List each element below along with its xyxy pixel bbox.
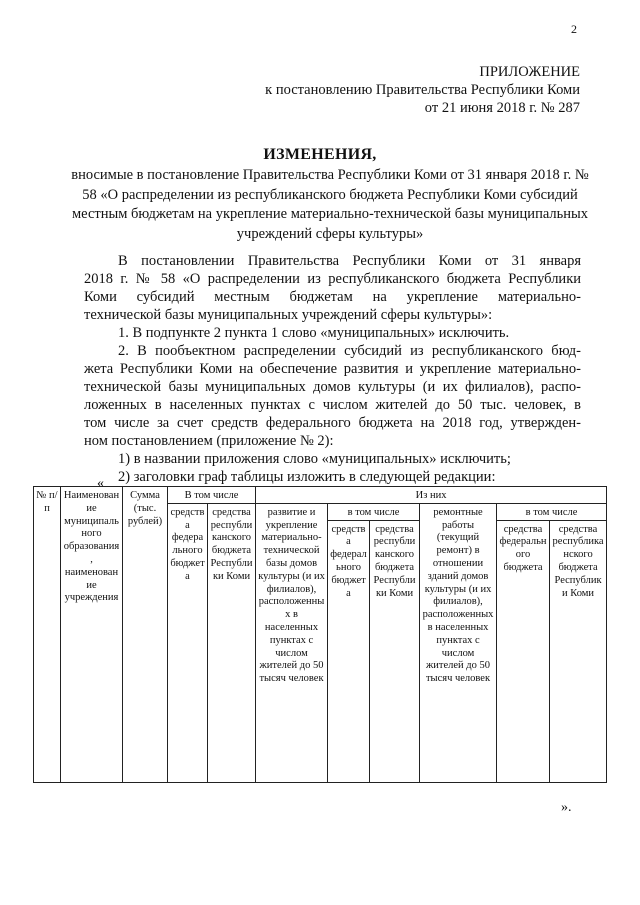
header-repair-including: в том числе bbox=[497, 503, 607, 520]
header-repair: ремонтные работы (текущий ремонт) в отношении зданий домов культуры (и их филиалов), расположенных в населенных пунктах с числом жителей до 50 тысяч человек bbox=[420, 503, 497, 782]
item-2-line: том числе за счет средств федерального бюджета на 2018 год, утвержден- bbox=[84, 415, 581, 431]
header-of-them: Из них bbox=[256, 487, 607, 504]
opening-quote: « bbox=[97, 476, 104, 491]
document-subtitle: вносимые в постановление Правительства Республики Коми от 31 января 2018 г. № 58 «О распределении из республиканского бюджета Республики Коми субсидий местным бюджетам на укрепление материально-технической базы муниципальных учреждений сферы культуры» bbox=[71, 167, 589, 242]
header-republic: средства республиканского бюджета Республики Коми bbox=[208, 503, 256, 782]
sub-item-1: 1) в названии приложения слово «муниципальных» исключить; bbox=[118, 451, 511, 467]
item-2-line: 2. В пообъектном распределении субсидий из республиканского бюд- bbox=[118, 343, 581, 359]
page-number: 2 bbox=[571, 22, 577, 36]
item-2-line: технической базы муниципальных домов культуры (и их филиалов), распо- bbox=[84, 379, 581, 395]
paragraph-1-line: Коми субсидий местным бюджетам на укрепление материально- bbox=[84, 289, 581, 305]
header-federal: средства федерального бюджета bbox=[168, 503, 208, 782]
header-name: Наименование муниципального образования, наименование учреждения bbox=[61, 487, 123, 783]
closing-quote: ». bbox=[561, 800, 572, 815]
header-sum: Сумма (тыс. рублей) bbox=[123, 487, 168, 783]
header-development: развитие и укрепление материально-технической базы домов культуры (и их филиалов), расположенных в населенных пунктах с числом жителей до 50 тысяч человек bbox=[256, 503, 328, 782]
appendix-line-2: от 21 июня 2018 г. № 287 bbox=[424, 100, 580, 116]
header-development-republic: средства республиканского бюджета Республики Коми bbox=[370, 520, 420, 782]
appendix-title: ПРИЛОЖЕНИЕ bbox=[479, 64, 580, 80]
paragraph-1-line: 2018 г. № 58 «О распределении из республиканского бюджета Республики bbox=[84, 271, 581, 287]
item-2-line: ложенных в населенных пунктах с числом жителей до 50 тыс. человек, в bbox=[84, 397, 581, 413]
item-2-line: жета Республики Коми на обеспечение развития и укрепление материально- bbox=[84, 361, 581, 377]
item-2-line: ном постановлением (приложение № 2): bbox=[84, 433, 334, 449]
paragraph-1-line: технической базы муниципальных учреждений сферы культуры»: bbox=[84, 307, 493, 323]
header-including: В том числе bbox=[168, 487, 256, 504]
header-repair-federal: средства федерального бюджета bbox=[497, 520, 550, 782]
header-development-including: в том числе bbox=[328, 503, 420, 520]
appendix-line-1: к постановлению Правительства Республики Коми bbox=[265, 82, 580, 98]
header-number: № п/п bbox=[34, 487, 61, 783]
table-headers bbox=[33, 486, 607, 783]
paragraph-1-line: В постановлении Правительства Республики Коми от 31 января bbox=[118, 253, 581, 269]
item-1: 1. В подпункте 2 пункта 1 слово «муниципальных» исключить. bbox=[118, 325, 510, 341]
header-repair-republic: средства республиканского бюджета Республики Коми bbox=[550, 520, 607, 782]
document-title: ИЗМЕНЕНИЯ, bbox=[263, 146, 377, 163]
sub-item-2: 2) заголовки граф таблицы изложить в следующей редакции: bbox=[118, 469, 496, 485]
header-development-federal: средства федерального бюджета bbox=[328, 520, 370, 782]
